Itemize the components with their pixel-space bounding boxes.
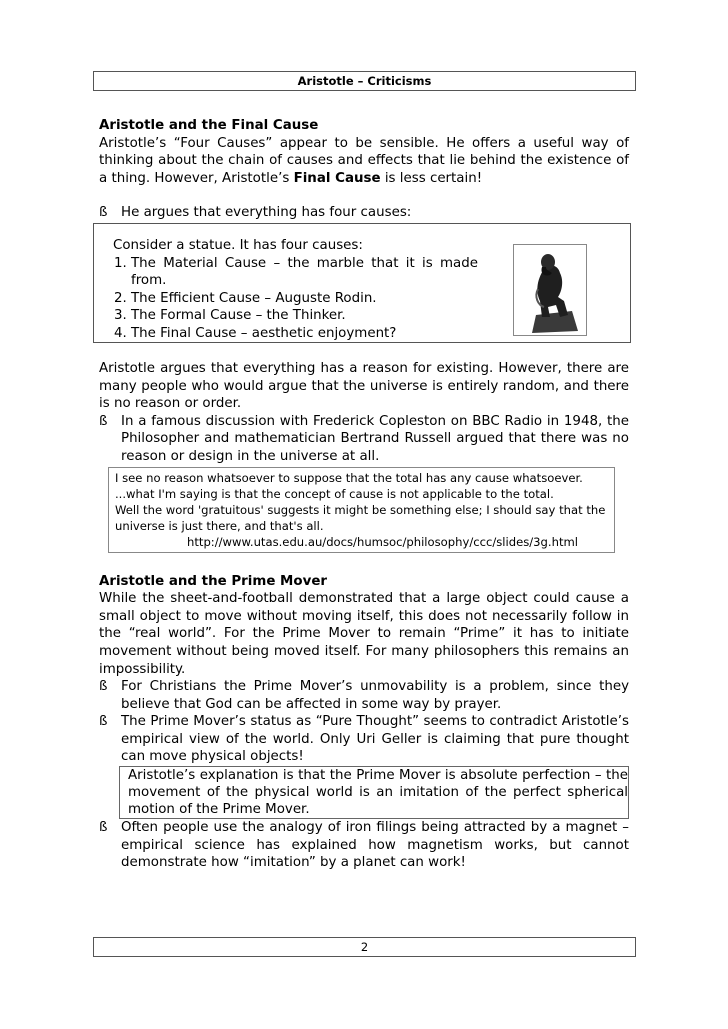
cause-item: 1. The Material Cause – the marble that it is made from. (131, 255, 478, 290)
page-header (93, 71, 636, 91)
bullet-iron-filings (99, 819, 629, 872)
bullet-mark: ß (99, 714, 108, 730)
quote-line: Well the word 'gratuitous' suggests it might be something else; I should say that the universe is just there, and that's all. (115, 502, 606, 533)
paragraph-sheet-football: While the sheet-and-football demonstrated that a large object could cause a small object to move without moving itself, this does not necessarily follow in the “real world”. For the Prime Mover to remain “Prime” it has to initiate movement without being moved itself. For many philosophers this remains an impossibility. (99, 591, 629, 677)
four-causes-list (113, 255, 478, 343)
page-number: 2 (360, 940, 369, 954)
bullet-text: Often people use the analogy of iron filings being attracted by a magnet – empirical science has explained how magnetism works, but cannot demonstrate how “imitation” by a planet can work! (121, 820, 629, 871)
russell-quote-box (108, 467, 615, 553)
bullet-christians (99, 678, 629, 713)
section-heading-prime-mover: Aristotle and the Prime Mover (99, 573, 328, 589)
bullet-mark: ß (99, 820, 108, 836)
bullet-mark: ß (99, 205, 108, 221)
bullet-four-causes (99, 204, 629, 222)
intro-text-end: is less certain! (380, 170, 483, 186)
quote-line: I see no reason whatsoever to suppose that the total has any cause whatsoever. ...what I'm saying is that the concept of cause is not applicable to the total. (115, 470, 583, 501)
final-cause-bold: Final Cause (293, 170, 381, 186)
page-footer (93, 937, 636, 957)
intro-paragraph (99, 135, 629, 188)
bullet-text: He argues that everything has four causes: (121, 205, 412, 221)
statue-lead: Consider a statue. It has four causes: (113, 237, 363, 253)
intro-text-start: Aristotle’s “Four Causes” appear to be sensible. He offers a useful way of thinking about the chain of causes and effects that lie behind the existence of a thing. However, Aristotle’s (99, 135, 629, 186)
cause-item: 3. The Formal Cause – the Thinker. (131, 307, 478, 325)
bullet-text: For Christians the Prime Mover’s unmovability is a problem, since they believe that God can be affected in some way by prayer. (121, 679, 629, 712)
cause-item: 4. The Final Cause – aesthetic enjoyment? (131, 325, 478, 343)
bullet-text: The Prime Mover’s status as “Pure Thought” seems to contradict Aristotle’s empirical view of the world. Only Uri Geller is claiming that pure thought can move physical objects! (121, 714, 629, 765)
bullet-mark: ß (99, 413, 108, 429)
paragraph-reason-for-existing: Aristotle argues that everything has a reason for existing. However, there are many people who would argue that the universe is entirely random, and there is no reason or order. (99, 360, 629, 412)
bullet-russell (99, 413, 629, 466)
header-title: Aristotle – Criticisms (297, 74, 432, 88)
document-body (99, 117, 629, 872)
thinker-statue-icon (514, 245, 586, 335)
statue-example-box (93, 223, 631, 343)
cause-item: 2. The Efficient Cause – Auguste Rodin. (131, 290, 478, 308)
bullet-text: In a famous discussion with Frederick Copleston on BBC Radio in 1948, the Philosopher and mathematician Bertrand Russell argued that there was no reason or design in the universe at all. (121, 413, 629, 464)
bullet-mark: ß (99, 679, 108, 695)
section-heading-final-cause: Aristotle and the Final Cause (99, 118, 319, 133)
quote-source-url: http://www.utas.edu.au/docs/humsoc/philosophy/ccc/slides/3g.html (187, 534, 578, 549)
bullet-pure-thought (99, 713, 629, 766)
prime-mover-explanation-box: Aristotle’s explanation is that the Prime Mover is absolute perfection – the movement of the physical world is an imitation of the perfect spherical motion of the Prime Mover. (119, 766, 629, 819)
thinker-statue-image (513, 244, 587, 336)
